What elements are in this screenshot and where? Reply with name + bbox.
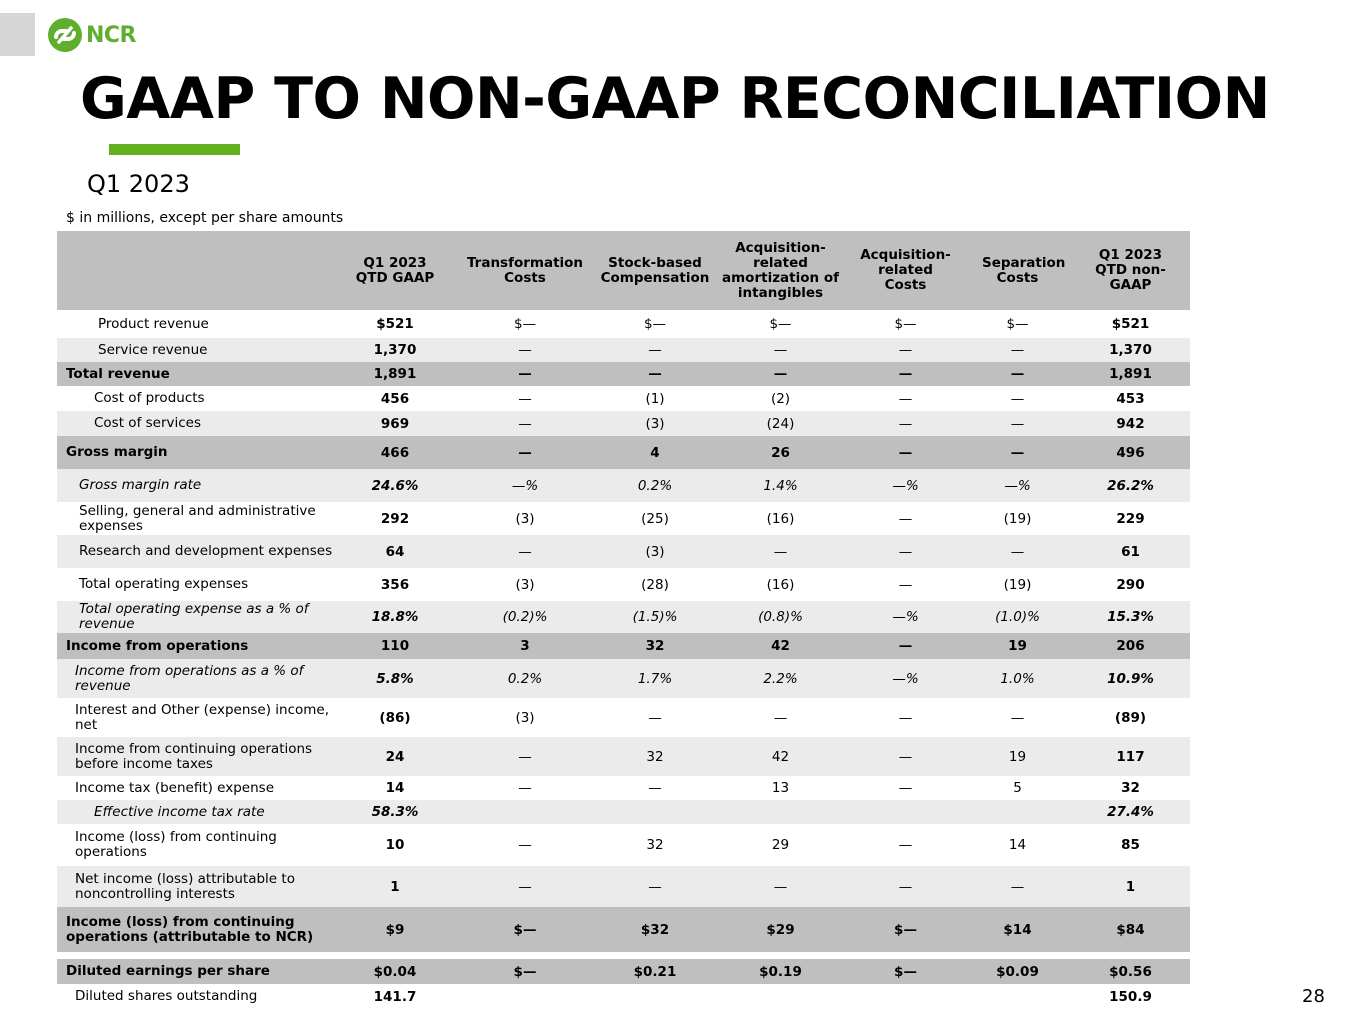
- table-cell: —: [898, 510, 913, 527]
- table-cell: —: [454, 535, 596, 568]
- table-cell: —: [898, 390, 913, 407]
- table-row: [57, 737, 1190, 776]
- table-cell: —: [847, 866, 964, 907]
- table-row: [57, 338, 1190, 362]
- table-cell: 1,370: [336, 338, 454, 362]
- table-cell: —: [596, 362, 714, 386]
- row-label: Diluted earnings per share: [57, 959, 336, 984]
- table-cell: —: [714, 338, 847, 362]
- row-label: Service revenue: [57, 338, 336, 362]
- table-cell: 19: [964, 737, 1071, 776]
- column-header: Transformation Costs: [454, 231, 596, 310]
- table-cell: (25): [641, 510, 669, 527]
- table-cell: (3): [596, 411, 714, 436]
- row-label: Income from continuing operations before income taxes: [57, 737, 336, 776]
- table-cell: $—: [769, 316, 792, 332]
- table-row: [57, 411, 1190, 436]
- row-label: Net income (loss) attributable to noncontrolling interests: [57, 866, 336, 907]
- table-cell: (0.2)%: [454, 601, 596, 633]
- table-cell: 1: [336, 866, 454, 907]
- table-cell: $—: [454, 959, 596, 984]
- table-cell: $—: [847, 907, 964, 952]
- table-cell: (24): [714, 411, 847, 436]
- row-label: Gross margin rate: [57, 469, 336, 502]
- table-cell: —: [454, 362, 596, 386]
- table-row: [57, 800, 1190, 824]
- table-cell: —: [847, 633, 964, 659]
- table-cell: 15.3%: [1071, 601, 1190, 633]
- page-subtitle: Q1 2023: [87, 170, 190, 198]
- table-spacer-row: [57, 952, 1190, 959]
- table-cell: 10: [385, 837, 405, 853]
- table-cell: $84: [1071, 907, 1190, 952]
- table-cell: —%: [847, 601, 964, 633]
- table-cell: —: [847, 411, 964, 436]
- table-cell: 117: [1071, 737, 1190, 776]
- table-cell: 1,891: [336, 362, 454, 386]
- table-cell: —: [964, 362, 1071, 386]
- table-cell: —: [714, 362, 847, 386]
- table-cell: [596, 800, 714, 824]
- table-cell: 290: [1116, 576, 1145, 593]
- table-cell: —%: [454, 469, 596, 502]
- table-cell: 150.9: [1109, 988, 1152, 1005]
- table-cell: 24.6%: [336, 469, 454, 502]
- row-label: Total revenue: [57, 362, 336, 386]
- table-cell: (1): [645, 390, 665, 407]
- table-cell: —: [454, 436, 596, 469]
- table-cell: [714, 984, 847, 1009]
- table-cell: (89): [1114, 709, 1147, 726]
- table-cell: $0.04: [336, 959, 454, 984]
- table-row: [57, 502, 1190, 535]
- table-cell: [847, 800, 964, 824]
- table-cell: [964, 800, 1071, 824]
- table-cell: —%: [847, 469, 964, 502]
- table-cell: $—: [894, 316, 917, 332]
- table-cell: (86): [379, 709, 411, 726]
- table-cell: (3): [596, 535, 714, 568]
- table-cell: [964, 984, 1071, 1009]
- row-label: Selling, general and administrative expenses: [79, 502, 316, 534]
- table-cell: (3): [515, 510, 535, 527]
- table-cell: 0.2%: [454, 659, 596, 698]
- table-cell: 13: [771, 780, 790, 796]
- table-cell: 1: [1071, 866, 1190, 907]
- table-cell: [596, 984, 714, 1009]
- table-row: [57, 984, 1190, 1009]
- table-cell: —: [964, 436, 1071, 469]
- column-header: Separation Costs: [964, 231, 1071, 310]
- table-cell: 292: [380, 510, 410, 527]
- table-cell: —%: [847, 659, 964, 698]
- table-cell: 85: [1121, 837, 1140, 853]
- table-cell: 32: [596, 737, 714, 776]
- table-cell: $29: [714, 907, 847, 952]
- column-header: Stock-based Compensation: [596, 231, 714, 310]
- table-row: [57, 776, 1190, 800]
- table-cell: 5.8%: [336, 659, 454, 698]
- table-cell: 1,370: [1071, 338, 1190, 362]
- table-cell: [847, 984, 964, 1009]
- table-cell: (28): [641, 576, 669, 593]
- table-cell: —: [648, 709, 662, 726]
- table-cell: 453: [1116, 390, 1145, 407]
- table-cell: 1.0%: [964, 659, 1071, 698]
- table-cell: —: [964, 535, 1071, 568]
- table-cell: 32: [646, 837, 664, 853]
- table-cell: (3): [515, 709, 535, 726]
- table-cell: 4: [596, 436, 714, 469]
- table-row: [57, 436, 1190, 469]
- table-cell: 10.9%: [1071, 659, 1190, 698]
- row-label: Income from operations: [57, 633, 336, 659]
- column-header: Q1 2023 QTD non-GAAP: [1071, 231, 1190, 310]
- table-cell: —: [454, 737, 596, 776]
- column-header: [57, 231, 336, 310]
- table-cell: —: [898, 780, 913, 796]
- table-cell: 466: [336, 436, 454, 469]
- table-cell: 18.8%: [336, 601, 454, 633]
- table-cell: $—: [643, 316, 667, 332]
- row-label: Total operating expense as a % of revenue: [57, 601, 336, 633]
- logo-wordmark: NCR: [86, 22, 136, 48]
- table-cell: (2): [770, 390, 791, 407]
- table-cell: [714, 800, 847, 824]
- spacer-cell: [57, 952, 1190, 959]
- table-cell: $14: [964, 907, 1071, 952]
- row-label: Research and development expenses: [57, 535, 336, 568]
- table-cell: 64: [336, 535, 454, 568]
- row-label: Product revenue: [98, 315, 209, 332]
- row-label: Cost of products: [94, 390, 205, 406]
- table-cell: 1.4%: [714, 469, 847, 502]
- table-cell: 42: [714, 737, 847, 776]
- table-cell: —: [964, 411, 1071, 436]
- table-cell: —: [773, 709, 788, 726]
- table-cell: 32: [596, 633, 714, 659]
- table-cell: (16): [766, 576, 795, 593]
- table-cell: 58.3%: [336, 800, 454, 824]
- table-row: [57, 469, 1190, 502]
- table-cell: 1,891: [1071, 362, 1190, 386]
- table-cell: —: [964, 338, 1071, 362]
- table-cell: 0.2%: [596, 469, 714, 502]
- title-accent-bar: [109, 144, 240, 155]
- table-cell: 496: [1071, 436, 1190, 469]
- table-cell: —: [518, 390, 532, 407]
- table-cell: [454, 800, 596, 824]
- table-cell: —: [847, 338, 964, 362]
- table-row: [57, 959, 1190, 984]
- table-cell: (19): [1003, 576, 1032, 593]
- table-cell: —: [847, 535, 964, 568]
- table-cell: $—: [454, 907, 596, 952]
- table-row: [57, 659, 1190, 698]
- table-cell: 229: [1116, 510, 1145, 527]
- table-row: [57, 907, 1190, 952]
- table-cell: $32: [596, 907, 714, 952]
- table-cell: —: [898, 709, 913, 726]
- table-cell: 206: [1071, 633, 1190, 659]
- table-cell: 42: [714, 633, 847, 659]
- table-cell: $0.09: [964, 959, 1071, 984]
- table-cell: —: [596, 338, 714, 362]
- table-cell: 942: [1071, 411, 1190, 436]
- table-cell: $9: [336, 907, 454, 952]
- table-cell: (3): [515, 576, 535, 593]
- table-cell: 5: [1013, 780, 1022, 796]
- table-cell: $0.56: [1071, 959, 1190, 984]
- table-cell: —: [714, 535, 847, 568]
- table-cell: (19): [1003, 510, 1032, 527]
- table-cell: $521: [1111, 316, 1150, 332]
- reconciliation-table: [57, 231, 1190, 1009]
- table-cell: (0.8)%: [714, 601, 847, 633]
- page-title: GAAP TO NON-GAAP RECONCILIATION: [80, 66, 1270, 132]
- page-number: 28: [1302, 986, 1325, 1007]
- table-cell: 969: [336, 411, 454, 436]
- table-row: [57, 824, 1190, 866]
- table-cell: 110: [336, 633, 454, 659]
- table-cell: —: [847, 362, 964, 386]
- units-note: $ in millions, except per share amounts: [66, 210, 344, 226]
- table-cell: —: [454, 411, 596, 436]
- table-cell: $0.19: [714, 959, 847, 984]
- table-cell: [454, 984, 596, 1009]
- row-label: Income from operations as a % of revenue: [57, 659, 336, 698]
- table-cell: 14: [385, 780, 405, 796]
- table-cell: 19: [964, 633, 1071, 659]
- table-cell: —: [454, 866, 596, 907]
- table-cell: —: [596, 866, 714, 907]
- table-row: [57, 601, 1190, 633]
- row-label: Income (loss) from continuing operations (attributable to NCR): [57, 907, 336, 952]
- table-cell: —: [518, 780, 532, 796]
- table-cell: —: [847, 436, 964, 469]
- table-cell: 29: [771, 837, 790, 853]
- table-cell: —: [714, 866, 847, 907]
- table-cell: 2.2%: [714, 659, 847, 698]
- column-header: Acquisition-related Costs: [847, 231, 964, 310]
- table-cell: (1.0)%: [964, 601, 1071, 633]
- table-cell: 3: [454, 633, 596, 659]
- table-cell: 456: [380, 390, 410, 407]
- table-cell: $0.21: [596, 959, 714, 984]
- row-label: Gross margin: [57, 436, 336, 469]
- column-header: Acquisition-related amortization of intangibles: [714, 231, 847, 310]
- table-cell: $—: [513, 316, 537, 332]
- table-cell: —: [847, 737, 964, 776]
- table-row: [57, 568, 1190, 601]
- column-header: Q1 2023 QTD GAAP: [336, 231, 454, 310]
- slide-tab-marker: [0, 13, 35, 56]
- table-cell: 27.4%: [1071, 800, 1190, 824]
- table-row: [57, 633, 1190, 659]
- ncr-logo-icon: [46, 16, 84, 54]
- row-label: Total operating expenses: [79, 576, 249, 592]
- table-cell: $—: [1006, 316, 1029, 332]
- table-cell: —: [898, 837, 913, 853]
- table-cell: 1.7%: [596, 659, 714, 698]
- ncr-logo: [46, 16, 136, 54]
- table-cell: —: [454, 338, 596, 362]
- table-cell: 26.2%: [1071, 469, 1190, 502]
- table-cell: —: [898, 576, 913, 593]
- table-cell: —: [964, 866, 1071, 907]
- table-row: [57, 866, 1190, 907]
- row-label: Effective income tax rate: [57, 800, 336, 824]
- table-cell: $521: [376, 316, 414, 332]
- table-row: [57, 698, 1190, 737]
- table-cell: —%: [964, 469, 1071, 502]
- table-cell: 141.7: [373, 988, 417, 1005]
- table-cell: —: [1010, 390, 1025, 407]
- table-cell: $—: [847, 959, 964, 984]
- row-label: Income (loss) from continuing operations: [75, 829, 277, 860]
- table-cell: —: [518, 837, 532, 853]
- table-cell: 14: [1008, 837, 1027, 853]
- table-cell: 356: [380, 576, 410, 593]
- table-row: [57, 310, 1190, 338]
- row-label: Income tax (benefit) expense: [75, 779, 274, 796]
- row-label: Cost of services: [57, 411, 336, 436]
- row-label: Interest and Other (expense) income, net: [75, 701, 330, 733]
- table-cell: 32: [1121, 780, 1140, 796]
- table-cell: (1.5)%: [596, 601, 714, 633]
- table-cell: —: [1010, 709, 1025, 726]
- table-cell: —: [648, 780, 662, 796]
- table-row: [57, 386, 1190, 411]
- table-cell: (16): [766, 510, 795, 527]
- table-header-row: [57, 231, 1190, 310]
- table-row: [57, 535, 1190, 568]
- table-row: [57, 362, 1190, 386]
- table-cell: 26: [714, 436, 847, 469]
- table-cell: 24: [336, 737, 454, 776]
- table-cell: 61: [1071, 535, 1190, 568]
- row-label: Diluted shares outstanding: [75, 988, 258, 1004]
